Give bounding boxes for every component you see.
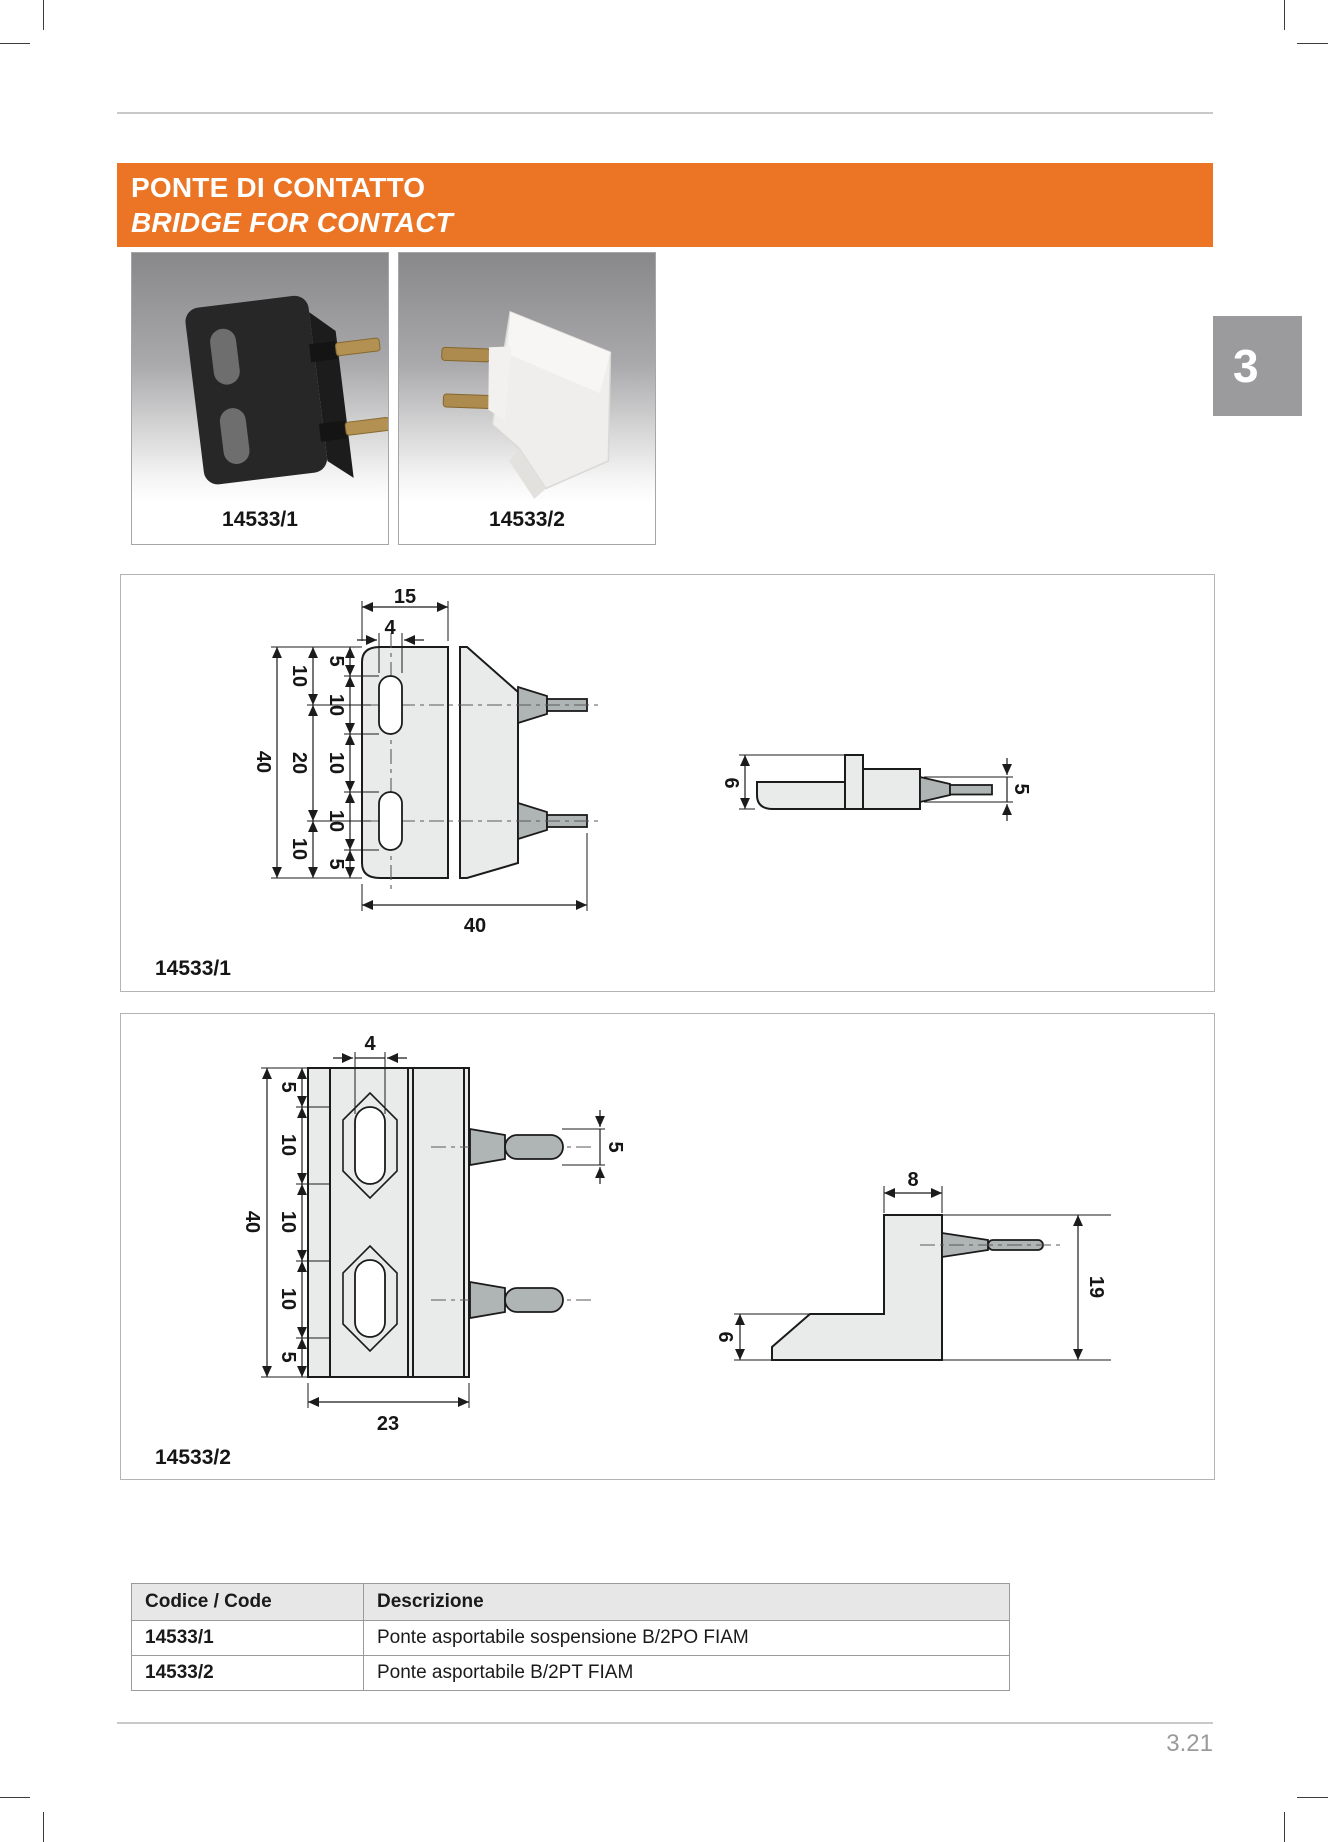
- section-header: [117, 163, 1213, 247]
- table-header-code: Codice / Code: [132, 1584, 364, 1621]
- dim-d2-side-top-width: 8: [907, 1169, 919, 1191]
- drawing-box-14533-2: [120, 1013, 1215, 1480]
- crop-mark: [43, 1812, 44, 1842]
- dim-d1-slot-len-bot: 10: [325, 809, 347, 833]
- table-cell-description: Ponte asportabile B/2PT FIAM: [364, 1656, 1010, 1691]
- crop-mark: [1284, 0, 1285, 30]
- dim-d1-height-total: 40: [252, 750, 274, 774]
- drawing-box-14533-1: [120, 574, 1215, 992]
- product-photo-white-bridge: [399, 253, 655, 544]
- product-photo-box-1: [131, 252, 389, 545]
- dim-d1-depth-overall: 40: [463, 915, 487, 937]
- drawing-code-label: 14533/2: [155, 1446, 231, 1469]
- bottom-rule: [117, 1722, 1213, 1724]
- section-title-italian: PONTE DI CONTATTO: [131, 172, 426, 203]
- crop-mark: [1297, 43, 1328, 44]
- dim-d1-edge-bot: 5: [325, 858, 347, 870]
- technical-drawing-14533-1: [121, 575, 1214, 991]
- table-row: [132, 1656, 1010, 1691]
- dim-d2-slot-width: 4: [364, 1033, 376, 1055]
- table-cell-description: Ponte asportabile sospensione B/2PO FIAM: [364, 1621, 1010, 1656]
- table-row: [132, 1621, 1010, 1656]
- product-photo-box-2: [398, 252, 656, 545]
- dim-d1-slot-width: 4: [384, 617, 396, 639]
- top-rule: [117, 112, 1213, 114]
- photo-code-label: 14533/1: [222, 508, 298, 531]
- dim-d1-side-pin: 5: [1010, 783, 1032, 795]
- crop-mark: [0, 1797, 30, 1798]
- crop-mark: [1284, 1812, 1285, 1842]
- dim-d2-seg1: 5: [277, 1081, 299, 1093]
- dim-d1-slot-len-top: 10: [325, 693, 347, 717]
- dim-d2-pin: 5: [604, 1141, 626, 1153]
- dim-d2-seg3: 10: [277, 1210, 299, 1234]
- crop-mark: [1297, 1797, 1328, 1798]
- dim-d1-seg-top: 10: [288, 664, 310, 688]
- table-header-description: Descrizione: [364, 1584, 1010, 1621]
- dim-d1-seg-mid: 20: [288, 751, 310, 775]
- dim-d2-seg2: 10: [277, 1133, 299, 1157]
- dim-d2-height-total: 40: [241, 1210, 263, 1234]
- technical-drawing-14533-2: [121, 1014, 1214, 1479]
- dim-d2-seg5: 5: [277, 1351, 299, 1363]
- product-photo-black-bridge: [132, 253, 388, 544]
- dim-d2-seg4: 10: [277, 1287, 299, 1311]
- dim-d2-side-height-total: 19: [1085, 1275, 1107, 1299]
- table-cell-code: 14533/2: [132, 1656, 364, 1691]
- section-title-english: BRIDGE FOR CONTACT: [131, 207, 453, 238]
- code-description-table: [131, 1583, 1010, 1691]
- crop-mark: [0, 43, 30, 44]
- dim-d1-edge-top: 5: [325, 655, 347, 667]
- chapter-tab: 3: [1213, 316, 1302, 416]
- dim-d2-side-foot-height: 6: [714, 1331, 736, 1343]
- dim-d1-slot-gap: 10: [325, 751, 347, 775]
- dim-d1-width-top: 15: [393, 586, 417, 608]
- table-cell-code: 14533/1: [132, 1621, 364, 1656]
- photo-code-label: 14533/2: [489, 508, 565, 531]
- drawing-code-label: 14533/1: [155, 957, 231, 980]
- crop-mark: [43, 0, 44, 30]
- page-number: 3.21: [1166, 1730, 1213, 1757]
- dim-d1-seg-bot: 10: [288, 837, 310, 861]
- table-header-row: [132, 1584, 1010, 1621]
- dim-d2-width-overall: 23: [376, 1413, 400, 1435]
- dim-d1-side-height: 6: [720, 777, 742, 789]
